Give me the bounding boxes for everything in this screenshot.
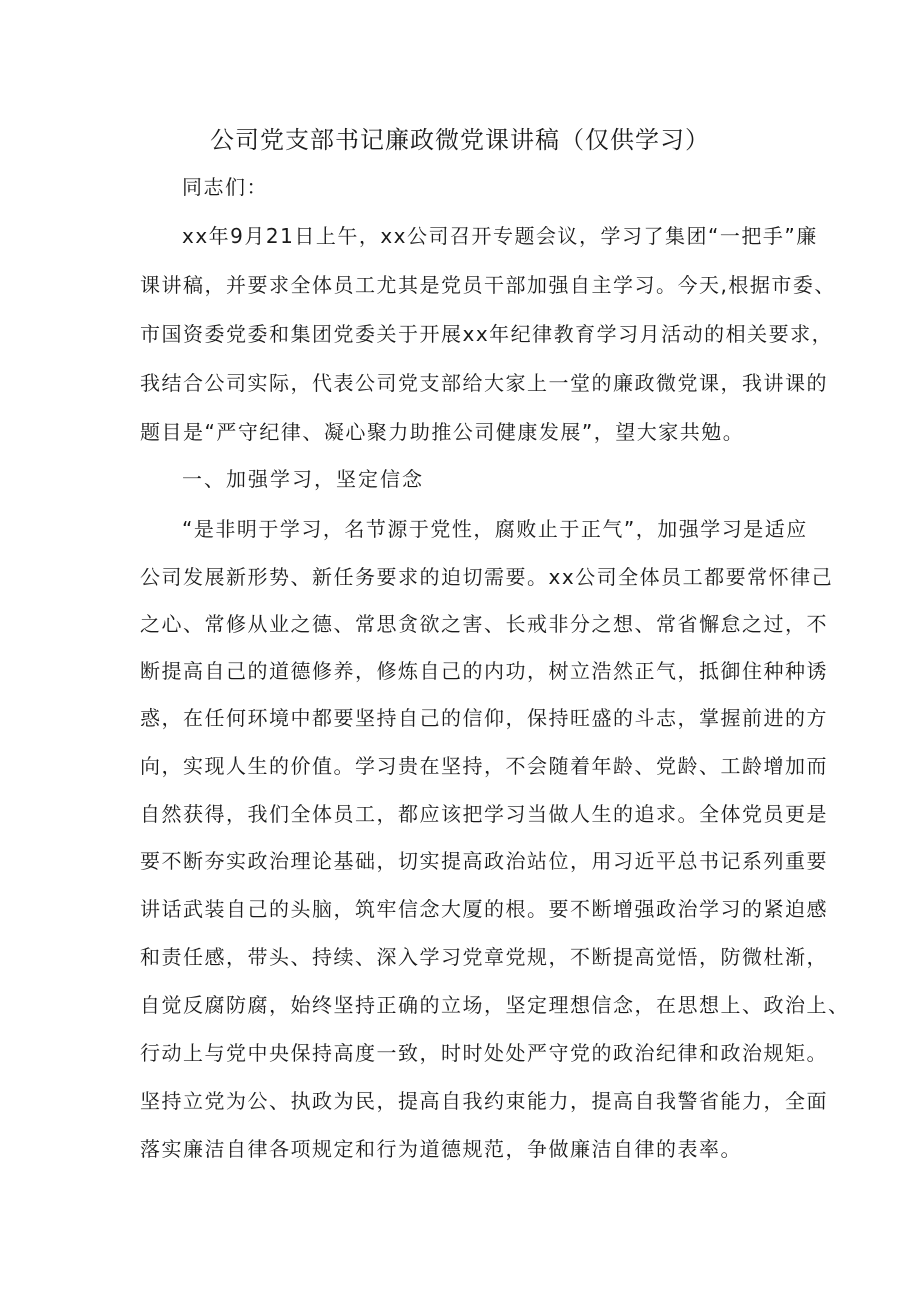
- document-title: 公司党支部书记廉政微党课讲稿（仅供学习）: [210, 126, 710, 154]
- paragraph-line: 自觉反腐防腐，始终坚持正确的立场，坚定理想信念，在思想上、政治上、: [140, 993, 850, 1017]
- paragraph-line: 落实廉洁自律各项规定和行为道德规范，争做廉洁自律的表率。: [140, 1137, 742, 1161]
- paragraph-line: 讲话武装自己的头脑，筑牢信念大厦的根。要不断增强政治学习的紧迫感: [140, 897, 828, 921]
- paragraph-line: 向，实现人生的价值。学习贵在坚持，不会随着年龄、党龄、工龄增加而: [140, 754, 828, 778]
- paragraph-line: “是非明于学习，名节源于党性，腐败止于正气”，加强学习是适应: [182, 517, 808, 541]
- paragraph-line: 公司发展新形势、新任务要求的迫切需要。xx公司全体员工都要常怀律己: [140, 565, 834, 589]
- paragraph-line: 和责任感，带头、持续、深入学习党章党规，不断提高觉悟，防微杜渐，: [140, 945, 828, 969]
- paragraph-line: 要不断夯实政治理论基础，切实提高政治站位，用习近平总书记系列重要: [140, 849, 828, 873]
- paragraph-line: 坚持立党为公、执政为民，提高自我约束能力，提高自我警省能力，全面: [140, 1089, 828, 1113]
- paragraph-line: 题目是“严守纪律、凝心聚力助推公司健康发展”，望大家共勉。: [140, 420, 745, 444]
- paragraph-line: xx年9月21日上午，xx公司召开专题会议，学习了集团“一把手”廉: [182, 224, 818, 248]
- section-heading: 一、加强学习，坚定信念: [182, 467, 424, 491]
- salutation: 同志们：: [182, 175, 268, 199]
- paragraph-line: 断提高自己的道德修养，修炼自己的内功，树立浩然正气，抵御住种种诱: [140, 659, 828, 683]
- paragraph-line: 惑，在任何环境中都要坚持自己的信仰，保持旺盛的斗志，掌握前进的方: [140, 706, 828, 730]
- paragraph-line: 行动上与党中央保持高度一致，时时处处严守党的政治纪律和政治规矩。: [140, 1041, 828, 1065]
- paragraph-line: 自然获得，我们全体员工，都应该把学习当做人生的追求。全体党员更是: [140, 802, 828, 826]
- paragraph-line: 市国资委党委和集团党委关于开展xx年纪律教育学习月活动的相关要求，: [140, 322, 834, 346]
- paragraph-line: 课讲稿，并要求全体员工尤其是党员干部加强自主学习。今天,根据市委、: [140, 273, 836, 297]
- paragraph-line: 之心、常修从业之德、常思贪欲之害、长戒非分之想、常省懈怠之过，不: [140, 612, 828, 636]
- paragraph-line: 我结合公司实际，代表公司党支部给大家上一堂的廉政微党课，我讲课的: [140, 371, 828, 395]
